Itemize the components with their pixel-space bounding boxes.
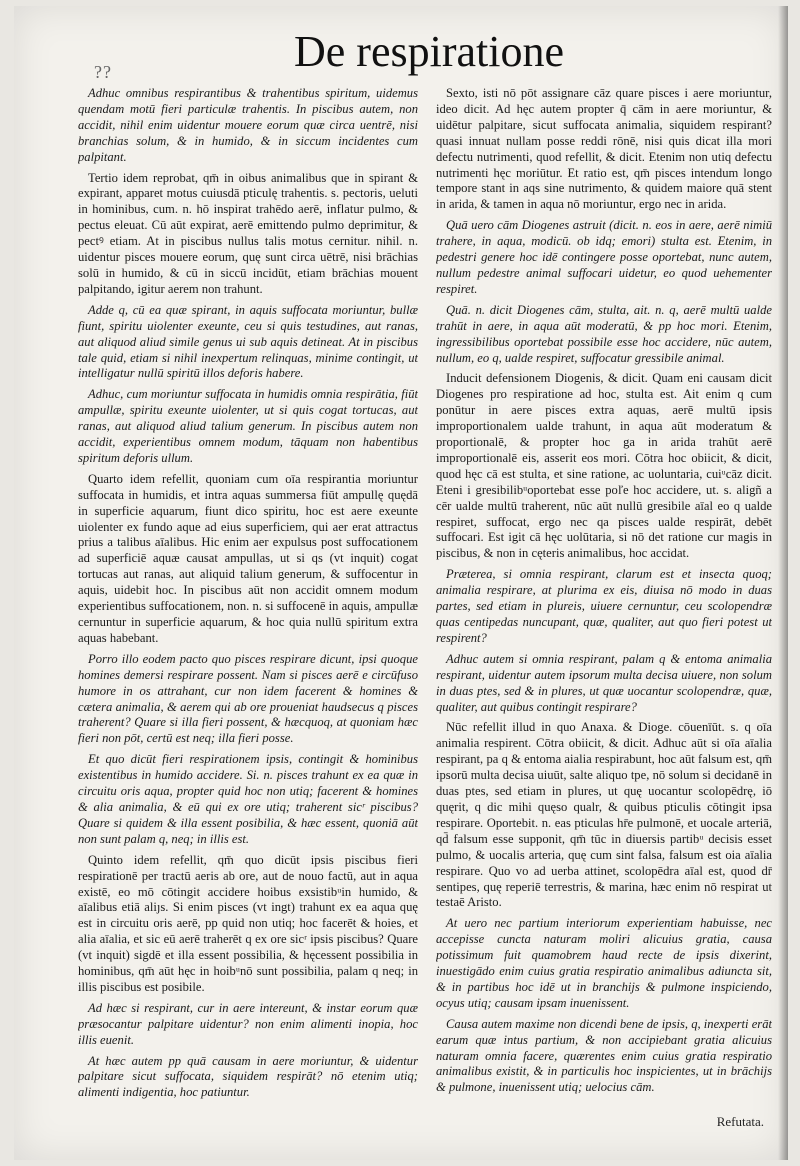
paragraph: Adhuc omnibus respirantibus & trahentibus spiritum, uidemus quendam motū fieri particulæ trahentis. In piscibus autem, non accidit, nihil enim uidentur mouere eorum quæ circa uentrē, nisi branchias solum, & in humido, & in siccum incidentes cum palpitant. bbox=[78, 86, 418, 164]
paragraph: At uero nec partium interiorum experientiam habuisse, nec accepisse cuncta naturam moliri alicuius gratia, causa potissimum fuit quamobrem haud recte de ipsis dixerint, inuestigādo enim cuius gratia respiratio animalibus adiuncta sit, & in partibus hoc idē ut in branchijs & pulmone inspiciendo, ocyus utiq; causam ipsam inuenissent. bbox=[436, 916, 772, 1010]
right-column bbox=[436, 86, 772, 1146]
paragraph: Sexto, isti nō pōt assignare cāz quare pisces i aere moriuntur, ideo dicit. Ad hęc autem propter q̄ cām in aere moriuntur, & uidētur palpitare, sicut suffocata animalia, siquidem respirant? quasi innuat nullam posse reddi rōnē, nisi quis dicat illa mori defectu nutrimenti, quod refellit, & dicit. Etenim non utiq defectu nutrimenti hęc moriūtur. Et ratio est, qm̄ pisces intendum longo tempore stant in aqs sine nutrimento, & quidem maiore quā stent in arida, & tamen in aqua nō moriuntur, ergo nec in arida. bbox=[436, 86, 772, 212]
book-page bbox=[14, 6, 788, 1160]
paragraph: Causa autem maxime non dicendi bene de ipsis, q, inexperti erāt earum quæ intus partium, & non accipiebant gratia alicuius naturam omnia facere, quærentes enim cuius gratia respiratio animalibus existit, & in particulis hoc inspicientes, ut in brāchijs & pulmone, inuenissent utiq; uelocius cām. bbox=[436, 1016, 772, 1095]
paragraph: Præterea, si omnia respirant, clarum est et insecta quoq; animalia respirare, at plurima ex eis, diuisa nō modo in duas partes, sed etiam in plureis, uiuere cernuntur, ceu scolopendræ quas centipedas nuncupant, quæ, qualiter, aut quo fieri potest ut respirent? bbox=[436, 567, 772, 645]
catchword: Refutata. bbox=[716, 1114, 764, 1129]
paragraph: Quarto idem refellit, quoniam cum oīa respirantia moriuntur suffocata in humidis, et intra aquas summersa fiūt ampullę quędā in superficie aquarum, fiunt dico spiritu, hoc est aere exeunte uiolenter ex fundo aque ad eius superficiem, qui aer erat attractus prius a talibus aīalibus. Hic enim aer expulsus post suffocationem ad superficiē aquæ causat ampullas, ut si qs (vt inquit) cogat tortucas aut ranas, aut aliquid talium generum, & suffocentur in aquis, uidebit hoc. In piscibus aūt non accidit omnem modum experientibus suffocationem, non. n. si suffocenē in aquis, ampullæ cernuntur in superficie aquarum, & hoc quia nullū spiritum extra aquas habebant. bbox=[78, 471, 418, 645]
margin-marks: ?? bbox=[94, 62, 112, 82]
page-edge-shadow bbox=[778, 6, 788, 1160]
paragraph: Nūc refellit illud in quo Anaxa. & Dioge. cōuenīūt. s. q oīa animalia respirent. Cōtra obiicit, & dicit. Adhuc aūt si oīa aīalia respirant, pa q & entoma aialia respirabunt, hoc aūt falsum est, qm̄ ipsorū multa decisa uiuūt, salte aliquo tpe, nō solum si decidanē in duas ptes, sed etiam in plures, ut quę uocantur scolopēdrę, iō quęrit, q dic mihi quęso qualr, & quibus pticulis cōtingit ipsa respirare. Oportebit. n. eas pticulas hr̄e pulmonē, et uocale arteriā, qd̄ falsum esse supponit, qm̄ tūc in diuersis partibᵘ decisis esset pulmo, & uocalis arteria, quę cum sint falsa, falsum est oia aīalia respirare. Quo vo ad uerba attinet, scolopēdra aīal est, quod dr̄ sentipes, quę reperiē terrestris, & marina, hæc enim nō respirat ut testaē Aristo. bbox=[436, 720, 772, 910]
paragraph: Quā uero cām Diogenes astruit (dicit. n. eos in aere, aerē nimiū trahere, in aqua, modicū. ob idq; emori) stulta est. Etenim, in pedestri genere hoc idē contingere posse oportebat, nunc autem, nullum pedestre animal suffocari uidetur, eo quod uehementer respiret. bbox=[436, 218, 772, 296]
paragraph: Tertio idem reprobat, qm̄ in oibus animalibus que in spirant & expirant, apparet motus cuiusdā pticulę trahentis. s. pectoris, ueluti in hominibus, cum. n. hō inspirat trahēdo aerē, inflatur pulmo, & pectus eleuat. Cū aūt expirat, aerē emittendo pulmo deprimitur, & pectꝰ etiam. At in piscibus nullus talis motus cernitur. nihil. n. uidentur pisces mouere eorum, quę sunt circa uētrē, nisi brāchias solū in humido, & cū in siccū incidūt, etiam brāchias mouent palpitando, igitur aerem non trahunt. bbox=[78, 170, 418, 296]
paragraph: Adhuc autem si omnia respirant, palam q & entoma animalia respirant, uidentur autem ipsorum multa decisa uiuere, non solum in duas ptes, sed & in plures, ut quæ uocantur scolopendræ, quæ, qualiter, aut quibus contingit respirare? bbox=[436, 651, 772, 714]
paragraph: Et quo dicūt fieri respirationem ipsis, contingit & hominibus existentibus in humido accidere. Si. n. pisces trahunt ex ea quæ in circuitu oris aqua, propter quid hoc non utiq; facerent & homines & alia animalia, & eū qui ex ore utiq; traherent sicʳ piscibus? Quare si quidem & illa essent posibilia, & hæc essent, quoniā aūt non sunt palam q, neq; in illis est. bbox=[78, 752, 418, 846]
paragraph: Adhuc, cum moriuntur suffocata in humidis omnia respirātia, fiūt ampullæ, spiritu exeunte uiolenter, ut si quis cogat tortucas, aut ranas, aut aliquod aliud talium generum. In piscibus autem non accidit, experientibus omnem modum, tāquam non habentibus spiritum deforis ullum. bbox=[78, 387, 418, 465]
paragraph: Quā. n. dicit Diogenes cām, stulta, ait. n. q, aerē multū ualde trahūt in aere, in aqua aūt moderatū, & pp hoc mori. Etenim, ingressibilibus oportebat possibile esse hoc accidere, nūc autem, nullum, eo q, ualde respiret, suffocatur gressibile animal. bbox=[436, 302, 772, 365]
paragraph: Porro illo eodem pacto quo pisces respirare dicunt, ipsi quoque homines demersi respirare possent. Nam si pisces aerē e circūfuso humore in os attrahant, cur non idem facerent & homines & cætera animalia, & aerem qui ab ore proueniat haudsecus q pisces traherent? Quare si illa fieri possent, & hæcquoq, at quoniam hæc fieri non pōt, certū est neq; illa fieri posse. bbox=[78, 651, 418, 746]
paragraph: Quinto idem refellit, qm̄ quo dicūt ipsis piscibus fieri respirationē per tractū aeris ab ore, aut de nouo factū, aut in aqua existē, eo mō cōtingit accidere hoibus exsistibᵘin humido, & aīalibus etiā aliȷs. Si enim pisces (vt ingt) trahunt ex ea aqua quę est in circuitu oris aerē, pp quid non utiq; hoc facerēt & hoies, et alia aīalia, et sic eū aerē traherēt q ex ore sicʳ ipsis piscibus? Quare (vt inquit) sigdē et illa essent possibilia, & hęcessent possibilia in hominibus, qm̄ aūt hęc in hoibᵘnō sunt possibilia, palam q neq; in illis piscibus est posibile. bbox=[78, 852, 418, 994]
paragraph: Inducit defensionem Diogenis, & dicit. Quam eni causam dicit Diogenes pro respiratione ad hoc, stulta est. Ait enim q cum ponūtur in aere pisces extra aquas, aerē multū ipsis improportionalem ualde trahunt, in aqua aūt moderatum & proportionalē, & propter hoc ga in arida trahūt aerē improportionalē eis, asserit eos mori. Cōtra hoc obiicit, & dicit, quod hęc cā est stulta, et sine ratione, ac uoluntaria, cuiᵘcāz dicit. Eteni i gresibilibᵘoportebat esse poľe hoc accidere, ut. s. aligñ a cēr ualde multū traherent, nūc aūt nullū gresibile aīal eo q ualde respiret, suffocat, ergo nec qa pisces ualde respirāt, debēt suffocari. Est igit cā hęc uolūtaria, si nō det ratione cur magis in piscibus, & non in cęteris animalibus, hoc accidat. bbox=[436, 371, 772, 561]
paragraph: Adde q, cū ea quæ spirant, in aquis suffocata moriuntur, bullæ fiunt, spiritu uiolenter exeunte, ceu si quis testudines, aut ranas, aut aliquod aliud simile genus ui sub aquis detineat. At in piscibus tale quid, etiam si nihil inexpertum relinquas, minime contingit, ut intelligatur nullū spiritū illos deforis habere. bbox=[78, 302, 418, 381]
paragraph: Ad hæc si respirant, cur in aere intereunt, & instar eorum quæ præsocantur palpitare uidentur? non enim alimenti inopia, hoc illis euenit. bbox=[78, 1000, 418, 1047]
left-column bbox=[78, 86, 418, 1146]
page-title: De respiratione bbox=[294, 27, 564, 76]
paragraph: At hæc autem pp quā causam in aere moriuntur, & uidentur palpitare sicut suffocata, siquidem respirāt? nō etenim utiq; alimenti indigentia, hoc patiuntur. bbox=[78, 1053, 418, 1100]
